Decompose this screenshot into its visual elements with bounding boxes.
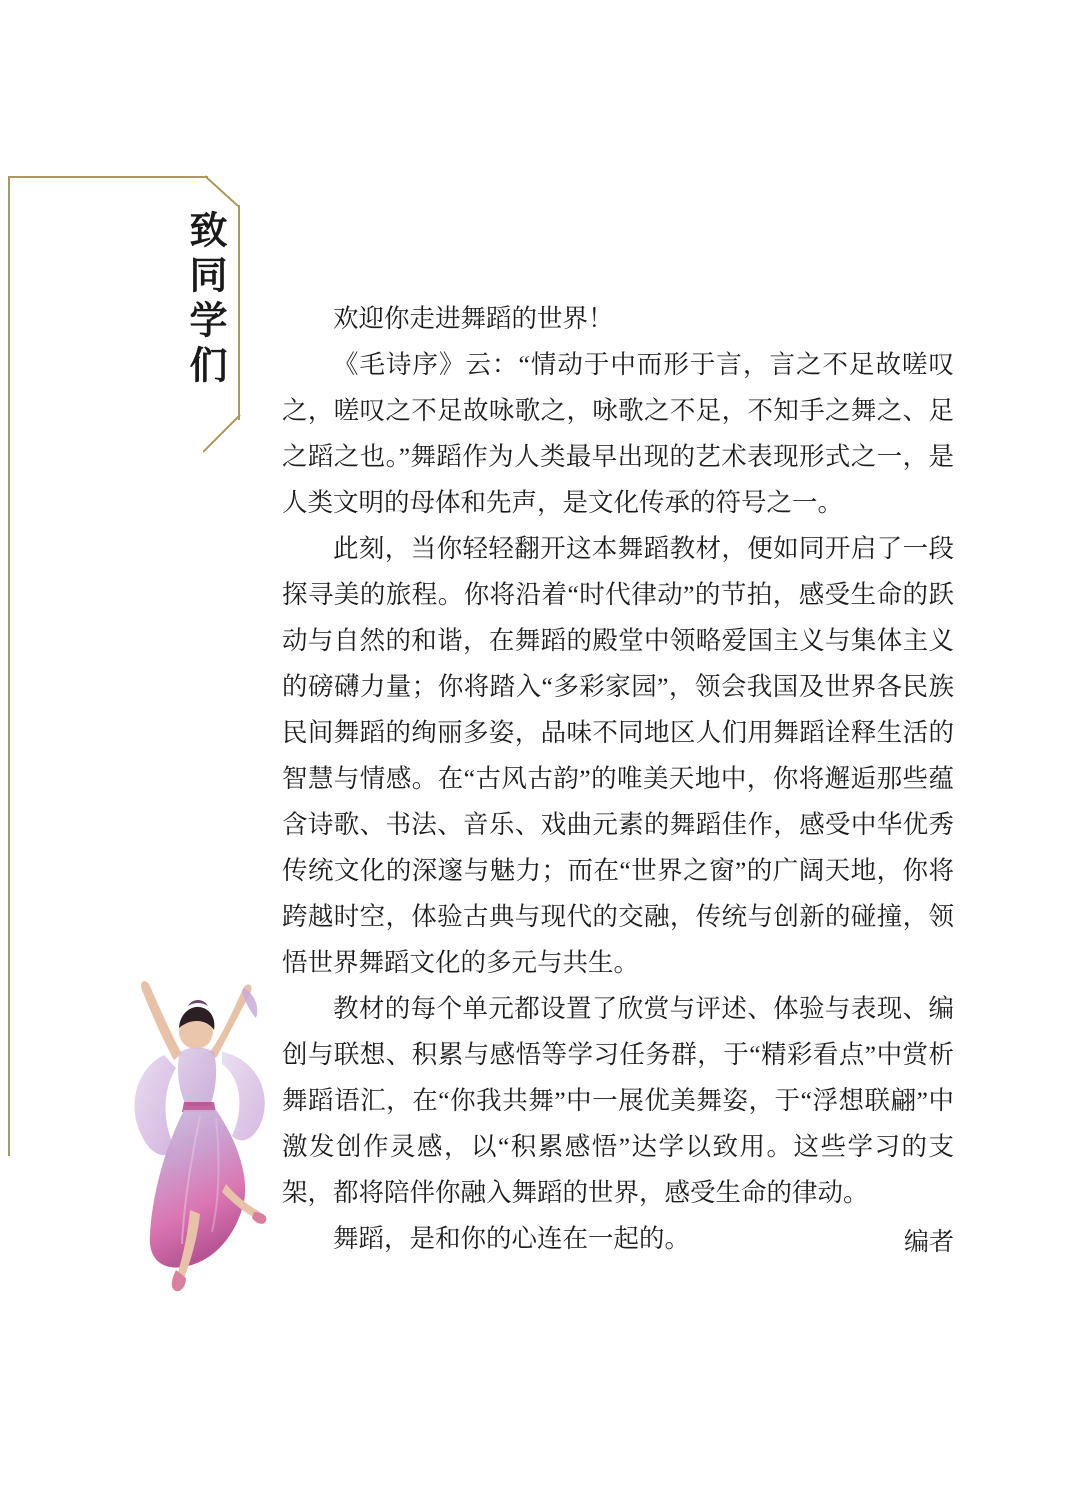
frame-corner-diagonal-top <box>205 173 241 209</box>
letter-body <box>282 296 954 1262</box>
paragraph-quote: 《毛诗序》云：“情动于中而形于言，言之不足故嗟叹之，嗟叹之不足故咏歌之，咏歌之不足，不知手之舞之、足之蹈之也。”舞蹈作为人类最早出现的艺术表现形式之一，是人类文明的母体和先声，是文化传承的符号之一。 <box>282 350 954 517</box>
dancer-figure-illustration <box>104 960 294 1310</box>
paragraph-structure: 教材的每个单元都设置了欣赏与评述、体验与表现、编创与联想、积累与感悟等学习任务群，于“精彩看点”中赏析舞蹈语汇，在“你我共舞”中一展优美舞姿，于“浮想联翩”中激发创作灵感，以“积累感悟”达学以致用。这些学习的支架，都将陪伴你融入舞蹈的世界，感受生命的律动。 <box>282 994 954 1207</box>
page-title: 致同学们 <box>183 210 228 390</box>
frame-line-vertical <box>238 205 240 420</box>
frame-corner-diagonal-bottom <box>203 415 243 455</box>
signature: 编者 <box>903 1229 954 1256</box>
frame-line-top <box>8 176 208 178</box>
frame-line-left <box>8 176 10 1156</box>
paragraph-greeting: 欢迎你走进舞蹈的世界！ <box>333 304 614 333</box>
paragraph-closing: 舞蹈，是和你的心连在一起的。 <box>333 1224 691 1253</box>
paragraph-journey: 此刻，当你轻轻翻开这本舞蹈教材，便如同开启了一段探寻美的旅程。你将沿着“时代律动”的节拍，感受生命的跃动与自然的和谐，在舞蹈的殿堂中领略爱国主义与集体主义的磅礴力量；你将踏入“多彩家园”，领会我国及世界各民族民间舞蹈的绚丽多姿，品味不同地区人们用舞蹈诠释生活的智慧与情感。在“古风古韵”的唯美天地中，你将邂逅那些蕴含诗歌、书法、音乐、戏曲元素的舞蹈佳作，感受中华优秀传统文化的深邃与魅力；而在“世界之窗”的广阔天地，你将跨越时空，体验古典与现代的交融，传统与创新的碰撞，领悟世界舞蹈文化的多元与共生。 <box>282 534 954 977</box>
